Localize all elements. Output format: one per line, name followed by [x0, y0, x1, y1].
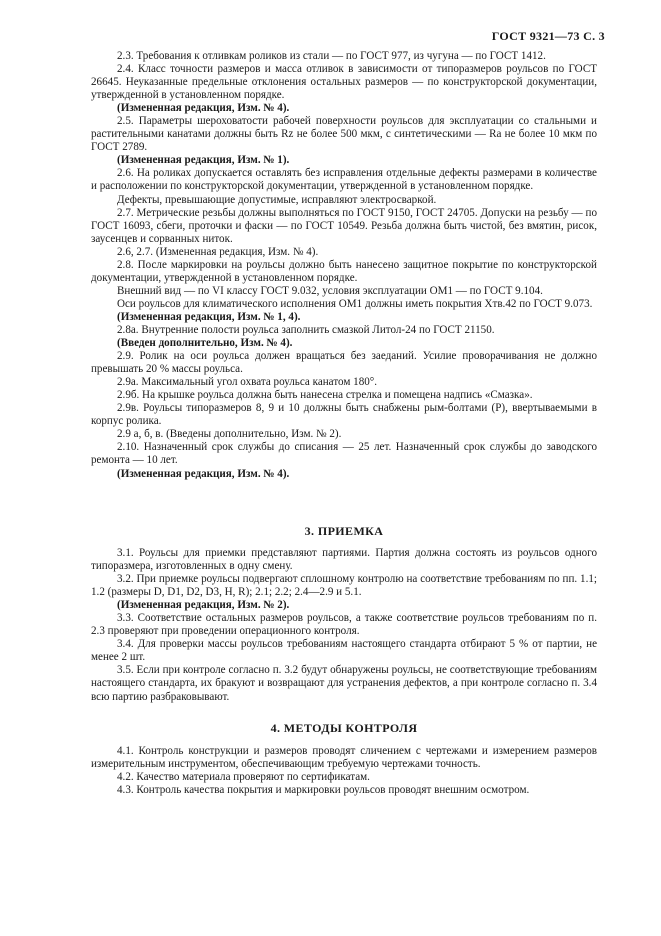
paragraph-2-9b: 2.9б. На крышке роульса должна быть нанесена стрелка и помещена надпись «Смазка». [117, 389, 533, 402]
amendment-note: (Измененная редакция, Изм. № 1, 4). [117, 310, 301, 323]
paragraph-3-1: 3.1. Роульсы для приемки представляют партиями. Партия должна состоять из роульсов одного типоразмера, изготовленных в одну смену. [91, 547, 597, 573]
paragraph-2-8-appearance: Внешний вид — по VI классу ГОСТ 9.032, условия эксплуатации ОМ1 — по ГОСТ 9.104. [117, 284, 543, 297]
paragraph-3-3: 3.3. Соответствие остальных размеров роульсов, а также соответствие роульсов требованиям по п. 2.3 проверяют при проведении операционного контроля. [91, 612, 597, 638]
paragraph-4-3: 4.3. Контроль качества покрытия и маркировки роульсов проводят внешним осмотром. [117, 784, 530, 797]
amendment-note: (Измененная редакция, Изм. № 2). [117, 599, 290, 612]
section-3-heading: 3. ПРИЕМКА [304, 524, 384, 538]
section-2-continued [91, 50, 597, 481]
section-4-heading: 4. МЕТОДЫ КОНТРОЛЯ [270, 721, 418, 735]
paragraph-3-5: 3.5. Если при контроле согласно п. 3.2 будут обнаружены роульсы, не соответствующие требованиям настоящего стандарта, их бракуют и возвращают для устранения дефектов, а при контроле согласно п. 3.4 всю партию разбраковывают. [91, 664, 597, 703]
amendment-note-2-6-2-7: 2.6, 2.7. (Измененная редакция, Изм. № 4). [117, 245, 319, 258]
paragraph-2-8: 2.8. После маркировки на роульсы должно быть нанесено защитное покрытие по конструкторской документации, утвержденной в установленном порядке. [91, 258, 597, 284]
paragraph-3-4: 3.4. Для проверки массы роульсов требованиям настоящего стандарта отбирают 5 % от партии, не менее 2 шт. [91, 638, 597, 664]
paragraph-2-9v: 2.9в. Роульсы типоразмеров 8, 9 и 10 должны быть снабжены рым-болтами (P), ввертываемыми в корпус ролика. [91, 402, 597, 428]
amendment-note: (Измененная редакция, Изм. № 4). [117, 102, 290, 115]
addition-note: (Введен дополнительно, Изм. № 4). [117, 337, 293, 350]
paragraph-2-4: 2.4. Класс точности размеров и масса отливок в зависимости от типоразмеров роульсов по ГОСТ 26645. Неуказанные предельные отклонения остальных размеров — по конструкторской документации, утвержденной в установленном порядке. [91, 63, 597, 102]
paragraph-4-2: 4.2. Качество материала проверяют по сертификатам. [117, 771, 370, 784]
paragraph-2-6: 2.6. На роликах допускается оставлять без исправления отдельные дефекты размерами в количестве и расположении по конструкторской документации, утвержденной в установленном порядке. [91, 167, 597, 193]
page-header: ГОСТ 9321—73 С. 3 [491, 29, 605, 43]
paragraph-2-6-defects: Дефекты, превышающие допустимые, исправляют электросваркой. [117, 193, 437, 206]
paragraph-2-10: 2.10. Назначенный срок службы до списания — 25 лет. Назначенный срок службы до заводского ремонта — 10 лет. [91, 441, 597, 467]
addition-note-2-9: 2.9 а, б, в. (Введены дополнительно, Изм. № 2). [117, 428, 342, 441]
paragraph-2-8a: 2.8а. Внутренние полости роульса заполнить смазкой Литол-24 по ГОСТ 21150. [117, 323, 495, 336]
paragraph-2-3: 2.3. Требования к отливкам роликов из стали — по ГОСТ 977, из чугуна — по ГОСТ 1412. [117, 50, 546, 62]
amendment-note: (Измененная редакция, Изм. № 1). [117, 154, 290, 167]
paragraph-2-9a: 2.9а. Максимальный угол охвата роульса канатом 180°. [117, 376, 378, 389]
paragraph-3-2: 3.2. При приемке роульсы подвергают сплошному контролю на соответствие требованиям по пп. 1.1; 1.2 (размеры D, D1, D2, D3, H, R); 2.1; 2.2; 2.4—2.9 и 5.1. [91, 573, 597, 599]
section-4 [91, 745, 597, 797]
paragraph-2-5: 2.5. Параметры шероховатости рабочей поверхности роульсов для эксплуатации со стальными и растительными канатами должны быть Rz не более 500 мкм, с синтетическими — Ra не более 10 мкм по ГОСТ 2789. [91, 115, 597, 154]
paragraph-2-8-axles: Оси роульсов для климатического исполнения ОМ1 должны иметь покрытия Хтв.42 по ГОСТ 9.073. [117, 297, 593, 310]
paragraph-2-7: 2.7. Метрические резьбы должны выполняться по ГОСТ 9150, ГОСТ 24705. Допуски на резьбу — по ГОСТ 16093, сбеги, проточки и фаски — по ГОСТ 10549. Резьба должна быть чистой, без вмятин, рисок, заусенцев и сорванных ниток. [91, 206, 597, 245]
paragraph-2-9: 2.9. Ролик на оси роульса должен вращаться без заеданий. Усилие проворачивания не должно превышать 20 % массы роульса. [91, 350, 597, 376]
section-3 [91, 547, 597, 704]
amendment-note: (Измененная редакция, Изм. № 4). [117, 467, 290, 480]
paragraph-4-1: 4.1. Контроль конструкции и размеров проводят сличением с чертежами и измерением размеров измерительным инструментом, обеспечивающим требуемую чертежами точность. [91, 745, 597, 771]
